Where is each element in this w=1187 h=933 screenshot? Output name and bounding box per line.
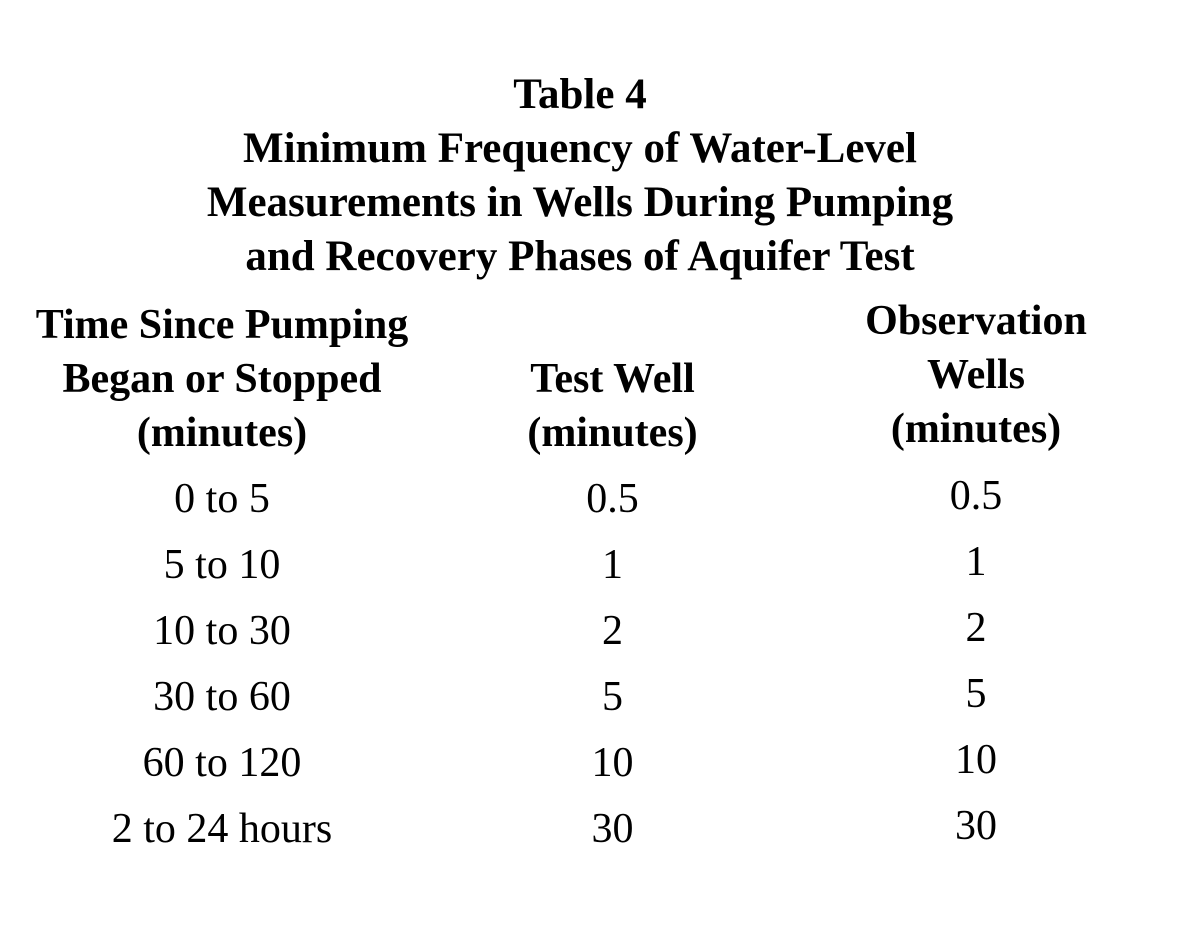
table-row: [0, 532, 1187, 598]
cell-test-well: 5: [602, 674, 623, 720]
cell-test-well: 2: [602, 608, 623, 654]
table-title: [0, 68, 1160, 284]
cell-test-well: 0.5: [586, 476, 639, 522]
table-row: [0, 796, 1187, 862]
column-header-observation-wells-line-1: Observation: [865, 298, 1087, 344]
column-header-time-line-2: Began or Stopped: [62, 356, 382, 402]
column-header-test-well-line-2: (minutes): [527, 410, 698, 456]
table-row: [0, 466, 1187, 532]
cell-test-well: 10: [591, 740, 634, 786]
column-header-time: [0, 298, 444, 460]
cell-observation-wells: 2: [965, 605, 987, 651]
cell-observation-wells: 10: [955, 737, 997, 783]
table-row: [0, 664, 1187, 730]
cell-time: 10 to 30: [153, 608, 291, 654]
table-row: [0, 598, 1187, 664]
column-header-test-well: [500, 352, 725, 460]
column-header-test-well-line-1: Test Well: [530, 356, 695, 402]
cell-time: 5 to 10: [163, 542, 281, 588]
column-header-time-line-1: Time Since Pumping: [35, 302, 409, 348]
column-header-observation-wells-line-3: (minutes): [890, 406, 1062, 452]
cell-test-well: 30: [591, 806, 634, 852]
cell-time: 60 to 120: [142, 740, 302, 786]
cell-test-well: 1: [602, 542, 623, 588]
cell-time: 0 to 5: [174, 476, 270, 522]
table-title-line-2: Measurements in Wells During Pumping: [206, 179, 954, 226]
column-header-observation-wells: [840, 294, 1112, 456]
column-header-time-line-3: (minutes): [136, 410, 308, 456]
cell-observation-wells: 30: [955, 803, 997, 849]
table-title-line-1: Minimum Frequency of Water-Level: [243, 125, 917, 172]
table-number: Table 4: [513, 71, 647, 118]
column-header-observation-wells-line-2: Wells: [926, 352, 1025, 398]
cell-time: 2 to 24 hours: [111, 806, 333, 852]
table-body: [0, 466, 1187, 862]
table-row: [0, 730, 1187, 796]
cell-observation-wells: 0.5: [949, 473, 1003, 519]
table-title-line-3: and Recovery Phases of Aquifer Test: [245, 233, 915, 280]
cell-time: 30 to 60: [153, 674, 291, 720]
cell-observation-wells: 1: [965, 539, 987, 585]
cell-observation-wells: 5: [965, 671, 987, 717]
